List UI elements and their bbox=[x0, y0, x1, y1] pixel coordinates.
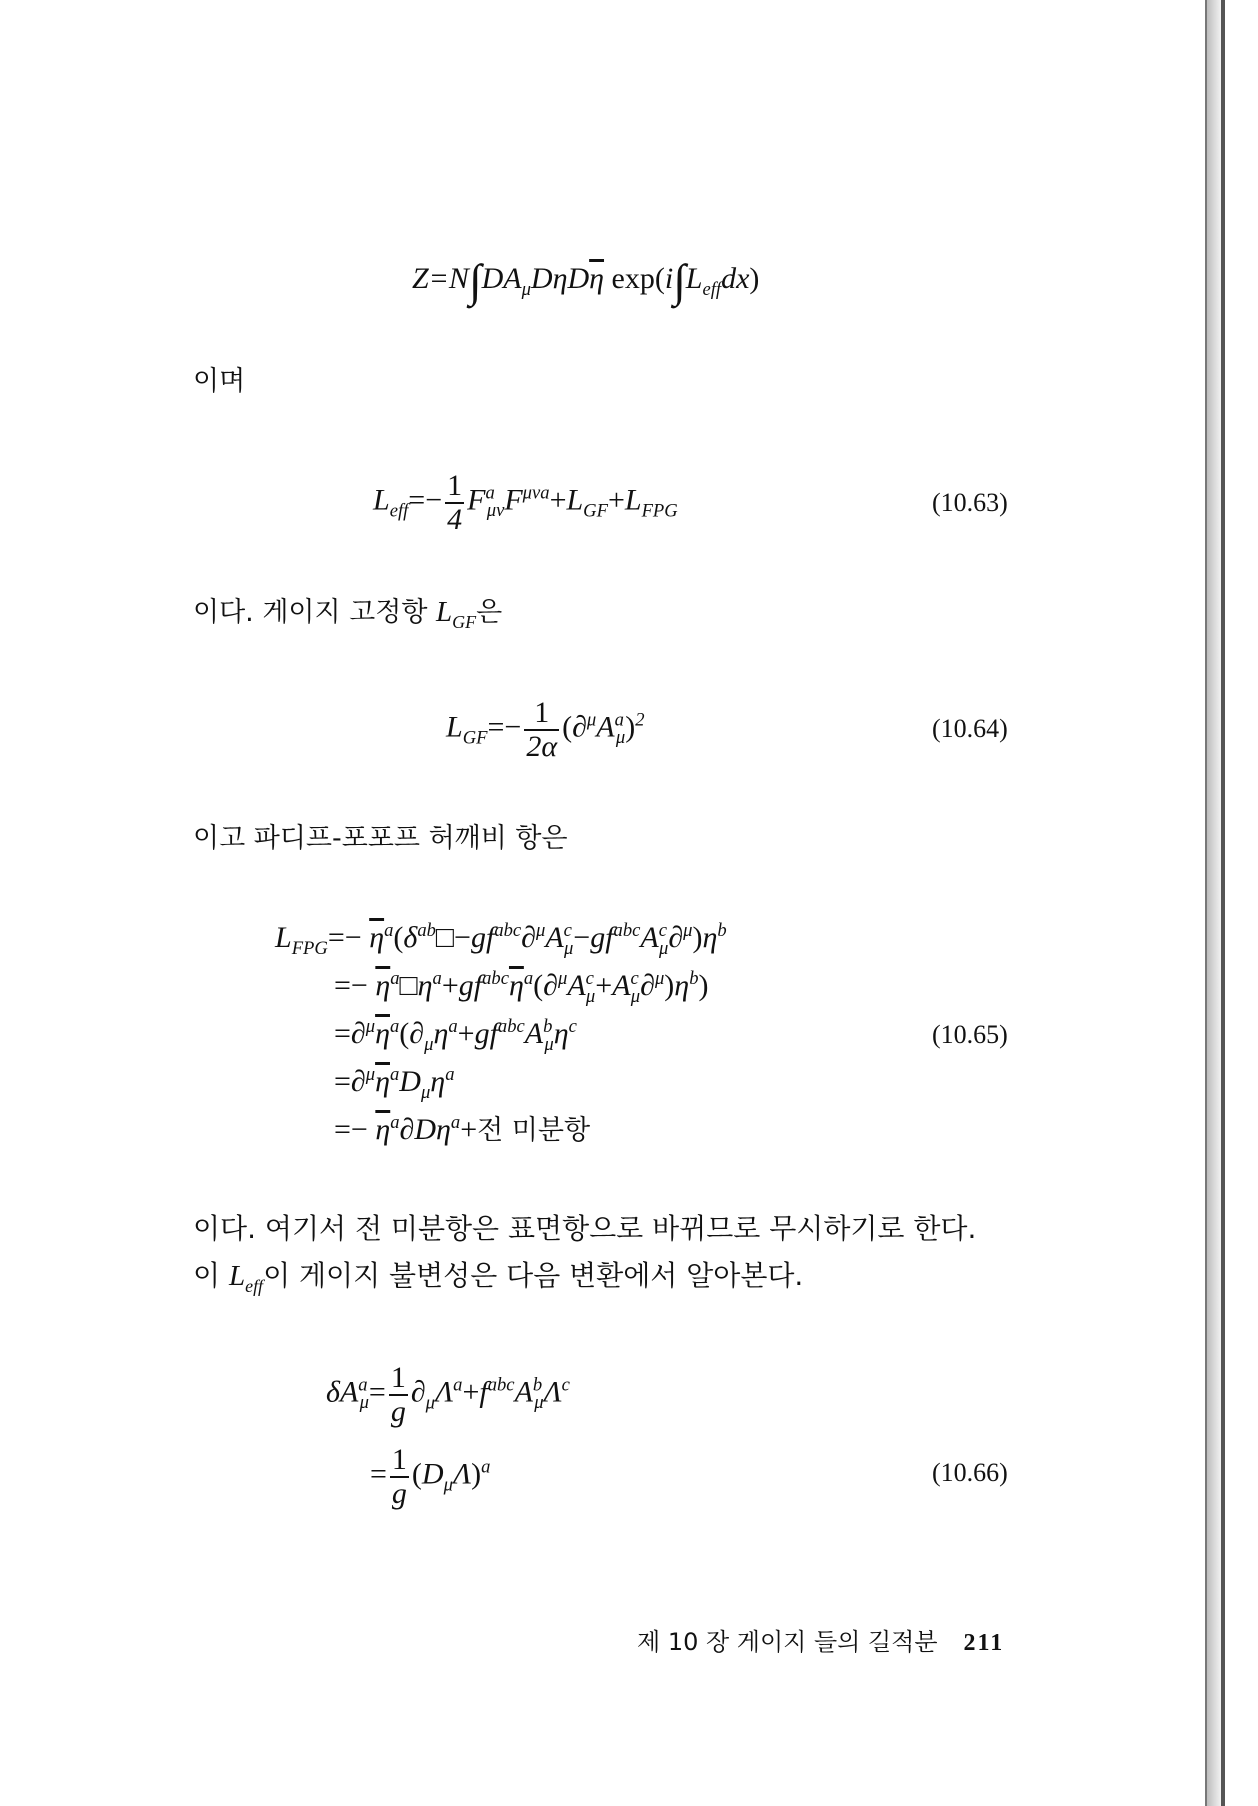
equation-z-definition: $Z=N\int DA_\mu D\eta D\overline{\eta}$ $\exp(i\int L_{eff}dx)$ bbox=[412, 255, 760, 306]
paragraph-text-1: 이며 bbox=[193, 366, 246, 397]
equation-10-65-line-1: $L_{FPG}=-$ $\overline{\eta}^a(\delta^{ab}□-gf^{abc}\partial^\mu A^c_\mu-gf^{abc}A^c_\mu\partial^\mu)\eta^b$ bbox=[275, 920, 727, 959]
equation-10-64: $L_{GF}=-$ $\frac{1}{2\alpha}$ $(\partial^\mu A^a_\mu)^2$ bbox=[446, 696, 645, 763]
paragraph-text-2 bbox=[193, 598, 502, 631]
equation-number-10-63: (10.63) bbox=[932, 488, 1008, 517]
inline-lgf: $L_{GF}$ bbox=[436, 596, 477, 632]
page-edge bbox=[1221, 0, 1225, 1806]
paragraph-text-5b: 이 게이지 불변성은 다음 변환에서 알아본다. bbox=[263, 1259, 804, 1292]
equation-10-65-line-2: =− $\overline{\eta}^a□\eta^a+gf^{abc}\overline{\eta}^a(\partial^\mu A^c_\mu+A^c_\mu\partial^\mu)\eta^b$) bbox=[334, 968, 709, 1007]
page-footer bbox=[637, 1622, 1004, 1657]
equation-10-66-line-1: $\delta A^a_\mu=$ $\frac{1}{g}$ $\partial_\mu\Lambda^a+f^{abc}A^b_\mu\Lambda^c$ bbox=[326, 1361, 570, 1428]
equation-number-10-66: (10.66) bbox=[932, 1458, 1008, 1487]
page-shadow bbox=[1207, 0, 1221, 1806]
equation-10-65-line-4: $=\partial^\mu\overline{\eta}^aD_\mu\eta^a$ bbox=[334, 1064, 455, 1103]
paragraph-text-3: 이고 파디프-포포프 허깨비 항은 bbox=[193, 823, 568, 854]
equation-number-10-64: (10.64) bbox=[932, 714, 1008, 743]
paragraph-text-5a: 이 bbox=[193, 1259, 229, 1292]
paragraph-text-5 bbox=[193, 1259, 804, 1296]
total-derivative-term: 전 미분항 bbox=[477, 1115, 591, 1146]
chapter-title: 제 10 장 게이지 들의 길적분 bbox=[637, 1628, 938, 1656]
paragraph-text-2a: 이다. 게이지 고정항 bbox=[193, 597, 436, 628]
equation-10-63: $L_{eff}=-$ $\frac{1}{4}$ $F^a_{\mu\nu}F^{\mu\nu a}+L_{GF}+L_{FPG}$ bbox=[373, 469, 678, 536]
equation-10-66-line-2: = $\frac{1}{g}$ $(D_\mu\Lambda)^a$ bbox=[370, 1443, 491, 1510]
paragraph-text-2b: 은 bbox=[476, 597, 503, 628]
page-number: 211 bbox=[963, 1630, 1005, 1656]
equation-number-10-65: (10.65) bbox=[932, 1020, 1008, 1049]
equation-10-65-line-3: $=\partial^\mu\overline{\eta}^a(\partial_\mu\eta^a+gf^{abc}A^b_\mu\eta^c$ bbox=[334, 1016, 577, 1055]
equation-10-65-line-5: =− $\overline{\eta}^a\partial D\eta^a+$전 미분항 bbox=[334, 1112, 591, 1146]
inline-leff: $L_{eff}$ bbox=[228, 1260, 264, 1296]
paragraph-text-4: 이다. 여기서 전 미분항은 표면항으로 바뀌므로 무시하기로 한다. bbox=[193, 1212, 977, 1245]
